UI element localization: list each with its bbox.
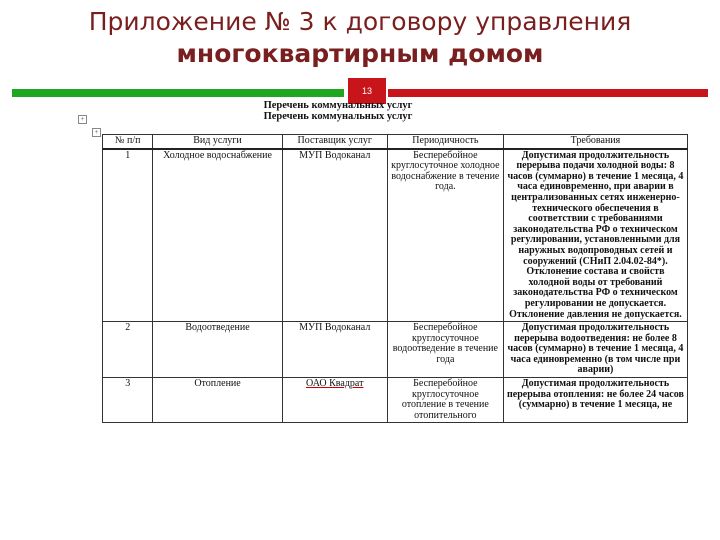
row-supplier: МУП Водоканал [282,149,387,322]
row-periodicity: Бесперебойное круглосуточное водоотведение в течение года [387,322,503,378]
table-row [103,149,688,322]
document-heading-2: Перечень коммунальных услуг [263,111,413,122]
row-num: 2 [103,322,153,378]
table-header-row [103,135,688,149]
col-header-periodicity: Периодичность [387,135,503,149]
scanned-document [78,100,710,540]
row-periodicity: Бесперебойное круглосуточное холодное водоснабжение в течение года. [387,149,503,322]
col-header-num: № п/п [103,135,153,149]
col-header-supplier: Поставщик услуг [282,135,387,149]
row-num: 1 [103,149,153,322]
table-row [103,322,688,378]
red-divider-bar [386,89,708,97]
green-divider-bar [12,89,344,97]
row-requirements: Допустимая продолжительность перерыва отопления: не более 24 часов (суммарно) в течение 1 месяца, не [503,378,687,423]
slide-title [0,6,720,70]
row-periodicity: Бесперебойное круглосуточное отопление в течение отопительного [387,378,503,423]
col-header-requirements: Требования [503,135,687,149]
table-expand-icon[interactable]: + [78,115,87,124]
services-table [102,134,688,423]
table-row [103,378,688,423]
row-requirements: Допустимая продолжительность перерыва подачи холодной воды: 8 часов (суммарно) в течение 1 месяца, 4 часа единовременно, при аварии в централизованных сетях инженерно-технического обеспечения в соответствии с требованиями законодательства РФ о техническом регулировании, установленными для наружных водопроводных сетей и сооружений (СНиП 2.04.02-84*). Отклонение состава и свойств холодной воды от требований законодательства РФ о техническом регулировании не допускается. Отклонение давления не допускается. [503,149,687,322]
row-requirements: Допустимая продолжительность перерыва водоотведения: не более 8 часов (суммарно) в течение 1 месяца, 4 часа единовременно (в том числе при аварии) [503,322,687,378]
col-header-type: Вид услуги [153,135,282,149]
row-service-type: Отопление [153,378,282,423]
title-line-2: многоквартирным домом [176,39,544,68]
row-supplier: МУП Водоканал [282,322,387,378]
title-line-1: Приложение № 3 к договору управления [88,7,632,36]
row-num: 3 [103,378,153,423]
table-expand-icon[interactable]: + [92,128,101,137]
row-service-type: Водоотведение [153,322,282,378]
page-number-badge: 13 [346,76,388,106]
document-heading-1: Перечень коммунальных услуг [263,100,413,111]
row-supplier: ОАО Квадрат [282,378,387,423]
row-service-type: Холодное водоснабжение [153,149,282,322]
